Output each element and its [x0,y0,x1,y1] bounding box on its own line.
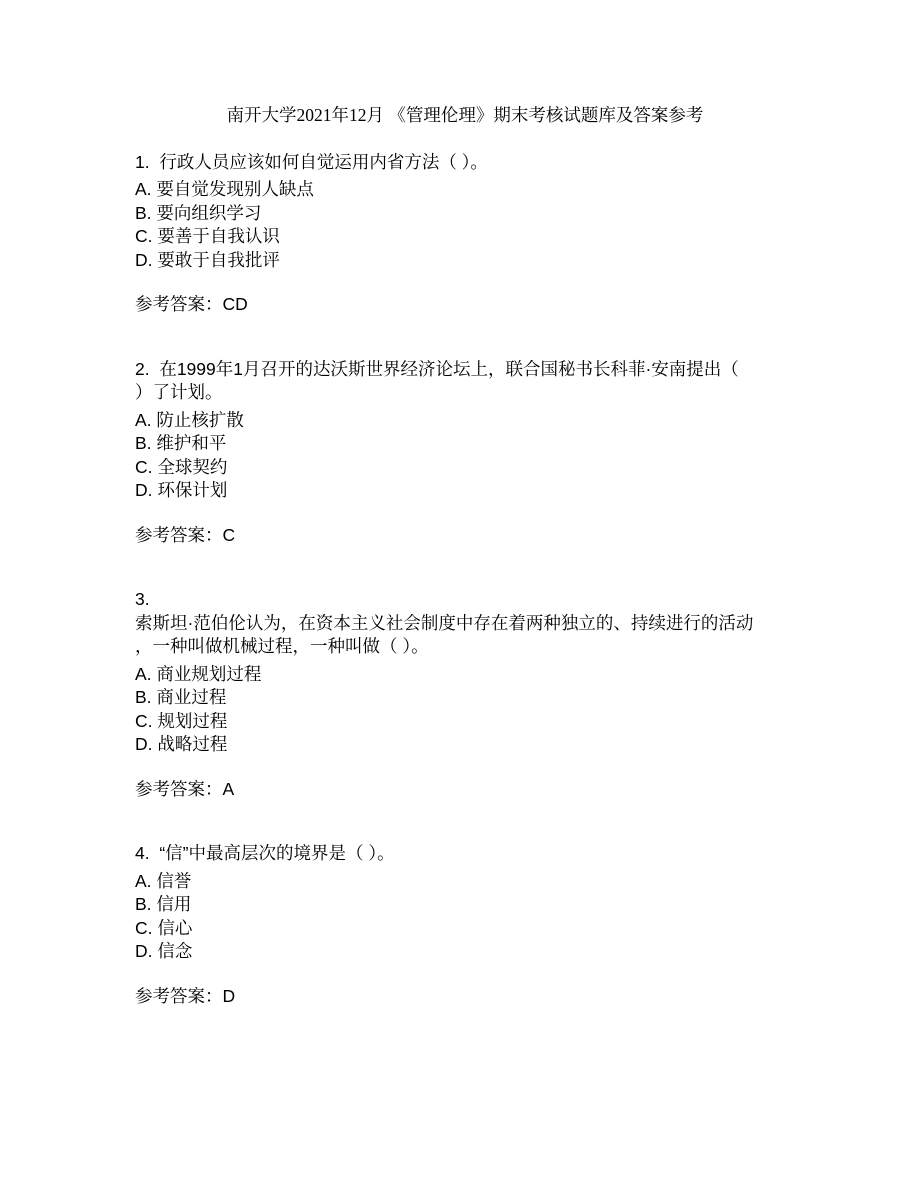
option-line: B. 维护和平 [135,433,227,453]
answer-label: 参考答案： [135,778,223,799]
answer-line [135,985,795,1009]
option-list [135,870,795,964]
option-list [135,409,795,503]
question-block [135,842,795,1008]
question-stem-line: 2. 在1999年1月召开的达沃斯世界经济论坛上，联合国秘书长科菲·安南提出（ [135,358,739,379]
question-stem-line: 1. 行政人员应该如何自觉运用内省方法（ ）。 [135,151,488,172]
answer-line [135,778,795,802]
answer-label: 参考答案： [135,294,223,314]
question-stem-line: ，一种叫做机械过程，一种叫做（ ）。 [135,636,429,656]
option-line: D. 战略过程 [135,734,228,754]
question-stem [135,358,795,405]
option-line: B. 商业过程 [135,687,227,707]
option-line: A. 信誉 [135,870,192,891]
answer-label: 参考答案： [135,985,223,1006]
question-stem [135,151,795,175]
answer-label: 参考答案： [135,524,223,545]
question-stem-line: 4. “信”中最高层次的境界是（ ）。 [135,843,395,863]
question-stem-line: ）了计划。 [135,382,223,402]
option-line: A. 要自觉发现别人缺点 [135,179,314,199]
option-line: C. 全球契约 [135,456,228,477]
question-stem [135,588,795,659]
option-line: C. 要善于自我认识 [135,226,280,246]
question-block [135,358,795,548]
question-list [135,151,795,1009]
document-content [135,104,795,1008]
option-line: C. 信心 [135,917,193,938]
question-stem-line: 索斯坦·范伯伦认为，在资本主义社会制度中存在着两种独立的、持续进行的活动 [135,612,754,633]
document-title: 南开大学2021年12月 《管理伦理》期末考核试题库及答案参考 [226,105,704,125]
option-line: C. 规划过程 [135,710,228,731]
answer-value: A [222,778,235,799]
option-line: A. 商业规划过程 [135,663,262,684]
answer-value: C [222,524,236,545]
option-line: D. 信念 [135,941,193,961]
question-stem-line: 3. [135,589,150,609]
option-line: B. 要向组织学习 [135,202,262,223]
option-list [135,178,795,272]
answer-line [135,524,795,548]
option-line: D. 环保计划 [135,480,228,500]
answer-line [135,293,795,317]
question-stem [135,842,795,866]
option-line: B. 信用 [135,894,192,914]
option-line: D. 要敢于自我批评 [135,249,280,270]
option-line: A. 防止核扩散 [135,409,244,430]
answer-value: D [222,985,236,1006]
option-list [135,663,795,757]
answer-value: CD [222,294,248,314]
question-block [135,588,795,801]
question-block [135,151,795,317]
